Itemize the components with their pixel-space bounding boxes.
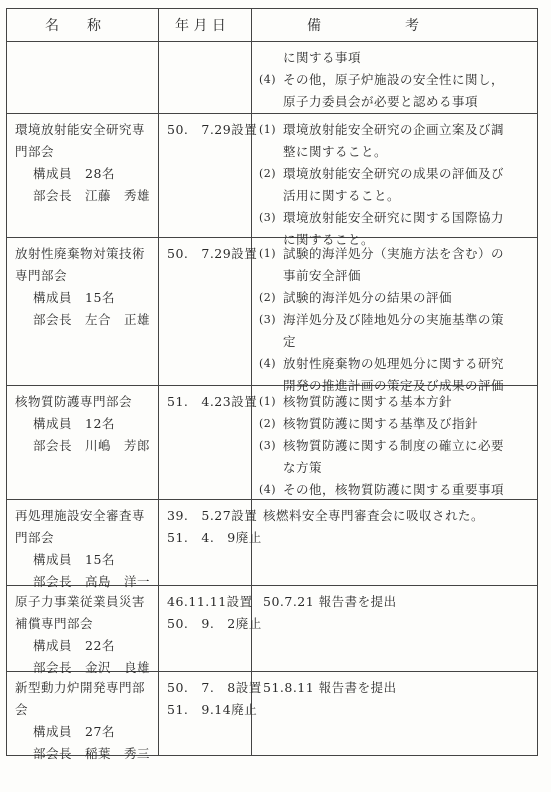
row-notes — [259, 47, 504, 113]
header-notes: 備 考 — [307, 18, 419, 34]
member-count: 構成員 15名 — [33, 552, 115, 567]
note-line: 環境放射能安全研究の成果の評価及び — [283, 166, 505, 181]
row-notes — [259, 391, 504, 501]
header-name: 名 称 — [45, 18, 101, 34]
name-line: 会 — [15, 702, 29, 717]
name-line: 補償専門部会 — [15, 616, 94, 631]
name-line: 原子力事業従業員災害 — [15, 594, 146, 609]
name-line: 環境放射能安全研究専 — [15, 122, 146, 137]
note-line: 活用に関すること。 — [283, 188, 401, 203]
note-line: 海洋処分及び陸地処分の実施基準の策 — [283, 312, 505, 327]
chairperson: 部会長 左合 正雄 — [33, 312, 151, 327]
note-item — [259, 163, 504, 207]
member-count: 構成員 27名 — [33, 724, 115, 739]
committee-name — [15, 243, 150, 331]
note-item — [259, 413, 504, 435]
note-line: 事前安全評価 — [283, 268, 362, 283]
name-line: 新型動力炉開発専門部 — [15, 680, 146, 695]
date-line: 50. 7.29設置 — [167, 122, 258, 137]
row-notes — [259, 243, 504, 397]
note-line: 環境放射能安全研究の企画立案及び調 — [283, 122, 505, 137]
note-line: 試験的海洋処分の結果の評価 — [283, 290, 453, 305]
note-number: (1) — [259, 123, 277, 136]
note-number: (4) — [259, 483, 277, 496]
committee-name — [15, 677, 150, 765]
name-line: 専門部会 — [15, 268, 68, 283]
note-line: その他，核物質防護に関する重要事項 — [283, 482, 505, 497]
note-number: (2) — [259, 417, 277, 430]
note-item — [259, 243, 504, 287]
note-item — [259, 309, 504, 353]
row-notes — [259, 119, 504, 251]
note-line: に関する事項 — [283, 50, 362, 65]
note-number: (3) — [259, 313, 277, 326]
note-number: (2) — [259, 167, 277, 180]
committee-name — [15, 591, 150, 679]
note-number: (1) — [259, 247, 277, 260]
note-number: (4) — [259, 357, 277, 370]
committee-table — [6, 8, 538, 761]
note-line: 整に関すること。 — [283, 144, 388, 159]
name-line: 門部会 — [15, 144, 55, 159]
row-dates — [167, 677, 262, 721]
member-count: 構成員 22名 — [33, 638, 115, 653]
note-line: 核燃料安全専門審査会に吸収された。 — [263, 508, 485, 523]
note-item — [259, 391, 504, 413]
committee-name — [15, 119, 150, 207]
row-dates — [167, 243, 257, 265]
name-line: 再処理施設安全審査専 — [15, 508, 146, 523]
column-divider — [158, 9, 159, 755]
note-item — [259, 119, 504, 163]
note-item — [259, 435, 504, 479]
chairperson: 部会長 金沢 良雄 — [33, 660, 151, 675]
member-count: 構成員 12名 — [33, 416, 115, 431]
row-dates — [167, 391, 257, 413]
note-line: 環境放射能安全研究に関する国際協力 — [283, 210, 505, 225]
note-line: な方策 — [283, 460, 323, 475]
date-line: 50. 7. 8設置 — [167, 680, 262, 695]
note-line: 50.7.21 報告書を提出 — [263, 594, 397, 609]
note-number: (3) — [259, 211, 277, 224]
date-line: 39. 5.27設置 — [167, 508, 258, 523]
note-line: 核物質防護に関する基準及び指針 — [283, 416, 479, 431]
note-line: 原子力委員会が必要と認める事項 — [283, 94, 479, 109]
row-dates — [167, 505, 262, 549]
date-line: 50. 7.29設置 — [167, 246, 258, 261]
row-dates — [167, 119, 257, 141]
note-number: (4) — [259, 73, 277, 86]
date-line: 51. 9.14廃止 — [167, 702, 258, 717]
note-number: (3) — [259, 439, 277, 452]
note-number: (2) — [259, 291, 277, 304]
chairperson: 部会長 川嶋 芳郎 — [33, 438, 151, 453]
note-item — [259, 287, 504, 309]
note-line: 核物質防護に関する基本方針 — [283, 394, 453, 409]
name-line: 核物質防護専門部会 — [15, 394, 133, 409]
date-line: 51. 4.23設置 — [167, 394, 258, 409]
note-line: 放射性廃棄物の処理処分に関する研究 — [283, 356, 505, 371]
note-line: に関すること。 — [283, 232, 375, 247]
member-count: 構成員 15名 — [33, 290, 115, 305]
row-divider — [7, 113, 537, 114]
note-line: 開発の推進計画の策定及び成果の評価 — [283, 378, 505, 393]
note-line: 51.8.11 報告書を提出 — [263, 680, 397, 695]
member-count: 構成員 28名 — [33, 166, 115, 181]
chairperson: 部会長 稲葉 秀三 — [33, 746, 151, 761]
note-line: 試験的海洋処分（実施方法を含む）の — [283, 246, 505, 261]
row-dates — [167, 591, 262, 635]
note-item — [259, 479, 504, 501]
date-line: 46.11.11設置 — [167, 594, 253, 609]
committee-name — [15, 391, 150, 457]
note-number: (1) — [259, 395, 277, 408]
committee-name — [15, 505, 150, 593]
chairperson: 部会長 高島 洋一 — [33, 574, 151, 589]
note-line: その他，原子炉施設の安全性に関し， — [283, 72, 505, 87]
date-line: 51. 4. 9廃止 — [167, 530, 262, 545]
row-notes — [263, 591, 397, 613]
note-line: 定 — [283, 334, 297, 349]
chairperson: 部会長 江藤 秀雄 — [33, 188, 151, 203]
header-date: 年 月 日 — [175, 18, 226, 34]
name-line: 放射性廃棄物対策技術 — [15, 246, 146, 261]
row-notes — [263, 677, 397, 699]
row-notes — [263, 505, 484, 527]
note-item — [259, 69, 504, 113]
note-line: 核物質防護に関する制度の確立に必要 — [283, 438, 505, 453]
header-divider — [7, 41, 537, 42]
name-line: 門部会 — [15, 530, 55, 545]
date-line: 50. 9. 2廃止 — [167, 616, 262, 631]
